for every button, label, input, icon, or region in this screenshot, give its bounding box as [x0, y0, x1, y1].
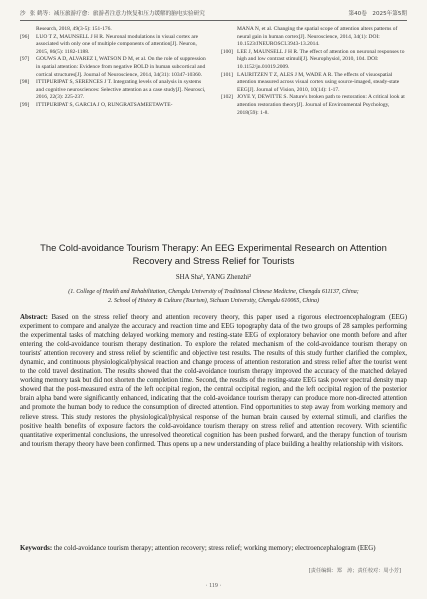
reference-item: [99] ITTIPURIPAT S, GARCIA J O, RUNGRATSAMEETAWTE- — [20, 101, 173, 108]
paper-title-line-1: The Cold-avoidance Tourism Therapy: An EEG Experimental Research on Attention — [40, 242, 387, 253]
editor-credits: [责任编辑：郑 涛；责任校对：周小芳] — [308, 568, 401, 574]
authors: SHA Sha¹, YANG Zhenzhi² — [175, 274, 252, 281]
paper-title-line-2: Recovery and Stress Relief for Tourists — [132, 255, 295, 266]
references-left-column — [20, 26, 206, 117]
keywords — [20, 544, 407, 553]
reference-item: [98] ITTIPURIPAT S, SERENCES J T. Integrating levels of analysis in systems and cognitive neurosciences: Selective attention as a case study[J]. Neurosci, 2016, 22(3): 225-237. — [20, 79, 206, 101]
references-section — [20, 26, 407, 117]
reference-item: [97] GOUWS A D, ALVAREZ I, WATSON D M, et al. On the role of suppression in spatial attention: Evidence from negative BOLD in human subcortical and cortical structures[J]. Journal of Neuroscience, 2014, 34(31): 10347-10360. — [20, 56, 206, 78]
keywords-text: the cold-avoidance tourism therapy; attention recovery; stress relief; working memory; electroencephalogram (EEG) — [53, 545, 376, 552]
header-left — [20, 9, 205, 17]
affiliations — [20, 288, 407, 305]
reference-item: [100] LEE J, MAUNSELL J H R. The effect of attention on neuronal responses to high and low contrast stimuli[J]. Neurophysiol, 2010, 104. DOI: 10.1152/jn.01019.2009. — [221, 48, 405, 70]
references-right-column — [221, 26, 407, 117]
abstract-label: Abstract: — [20, 314, 48, 321]
page-number: · 119 · — [205, 583, 222, 589]
abstract — [20, 313, 407, 449]
reference-item: Research, 2018, 49(3-5): 151-176. — [36, 26, 112, 32]
journal-logo-icon: 沙 — [20, 11, 26, 17]
keywords-label: Keywords: — [20, 545, 53, 552]
header-article-title: 张 鹤等：减压旅游疗愈：旅游者注意力恢复和压力缓解的脑电实验研究 — [29, 11, 205, 17]
abstract-text: Based on the stress relief theory and attention recovery theory, this paper used a rigorous electroencephalogram (EEG) experiment to compare and analyze the accuracy and reaction time and EEG topography data of the two groups of 28 samples performing the experimental tasks of matching delayed working memory and resting-state EEG of exploratory behavior one month before and after entering the cold-avoidance tourism therapy destination. To explore the related mechanism of the cold-avoidance tourism therapy on tourists' attention recovery and stress relief by scientific and objective test results. The results of this study further clarified the complex, dynamic, and continuous physiological/physical reaction and change process of attention restoration and stress relief after the tourist went to the cold travel destination. The results showed that the cold-avoidance tourism therapy improved the accuracy of the matched delayed working memory task but did not shorten the completion time. Second, the results of the resting-state EEG task power spectral density map showed that the post-measured extra of the left occipital region, the central occipital region, and the left occipital region of the posterior brain alpha band were significantly enhanced, indicating that the cold-avoidance tourism therapy can produce more non-directed attention and promote the human body to reduce the consumption of directed attention. Find opportunities to step away from working memory and relieve stress. This study restores the physiological/physical response of the human brain caused by external stimuli, and clarifies the positive health benefits of exposure factors the cold-avoidance tourism therapy on stress relief and attention recovery. With scientific quantitative experimental conclusions, the unresolved theoretical cognition has been pushed forward, and the therapy function of tourism and tourism therapy theory have been confirmed. Thus opens up a new understanding of place building a healthy relationship with visitors. — [20, 314, 407, 448]
reference-item: MANA N, et al. Changing the spatial scope of attention alters patterns of neural gain in human cortex[J]. Neuroscience, 2014, 34(1): DOI: 10.1523/JNEUROSCI.3943-13.2014. — [237, 26, 398, 48]
header-issue: 第40卷 2025年第5期 — [348, 11, 407, 17]
running-header — [20, 6, 407, 21]
affiliation-1: (1. College of Health and Rehabilitation, Chengdu University of Traditional Chinese Medicine, Chengdu 611137, China; — [68, 289, 359, 295]
reference-item: [101] LAURITZEN T Z, ALES J M, WADE A R. The effects of visuospatial attention measured across visual cortex using source-imaged, steady-state EEG[J]. Journal of Vision, 2010, 10(14): 1-17. — [221, 71, 400, 93]
affiliation-2: 2. School of History & Culture (Tourism), Sichuan University, Chengdu 610065, China) — [107, 297, 320, 304]
paper-title — [20, 241, 407, 267]
reference-item: [102] JOYE Y, DEWITTE S. Nature's broken path to restoration: A critical look at attention restoration theory[J]. Journal of Environmental Psychology, 2018(59): 1-8. — [221, 94, 405, 116]
reference-item: [96] LUO T Z, MAUNSELL J H R. Neuronal modulations in visual cortex are associated with only one of multiple components of attention[J]. Neuron, 2015, 86(5): 1182-1188. — [20, 33, 199, 55]
